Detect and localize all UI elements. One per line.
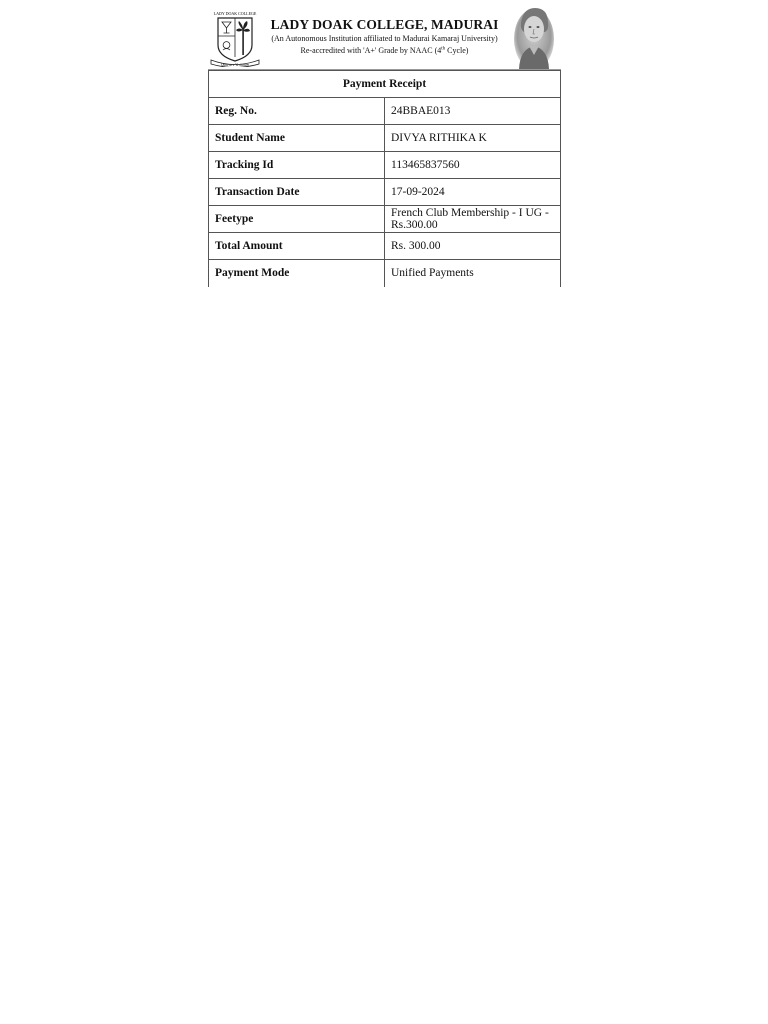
feetype-label: Feetype [209,206,385,233]
receipt-title: Payment Receipt [209,71,561,98]
accreditation-sup: th [441,46,446,52]
feetype-value: French Club Membership - I UG - Rs.300.00 [385,206,561,233]
affiliation-text: (An Autonomous Institution affiliated to Madurai Kamaraj University) [271,34,498,43]
accreditation-prefix: Re-accredited with 'A+' Grade by NAAC (4 [300,46,442,55]
table-row [209,98,561,125]
tracking-id-label: Tracking Id [209,152,385,179]
table-row [209,260,561,287]
transaction-date-value: 17-09-2024 [385,179,561,206]
table-row [209,152,561,179]
payment-receipt-table [208,70,561,287]
payment-mode-label: Payment Mode [209,260,385,287]
receipt-sheet [208,0,561,280]
reg-no-value: 24BBAE013 [385,98,561,125]
reg-no-label: Reg. No. [209,98,385,125]
accreditation-suffix: Cycle) [445,46,469,55]
svg-text:Quaerere Veritatem: Quaerere Veritatem [220,63,250,67]
student-name-label: Student Name [209,125,385,152]
transaction-date-label: Transaction Date [209,179,385,206]
table-row [209,233,561,260]
accreditation-text [258,45,511,57]
founder-portrait [513,5,555,69]
total-amount-value: Rs. 300.00 [385,233,561,260]
table-row [209,179,561,206]
table-row [209,125,561,152]
tracking-id-value: 113465837560 [385,152,561,179]
receipt-title-row [209,71,561,98]
svg-text:LADY DOAK COLLEGE: LADY DOAK COLLEGE [213,11,257,16]
student-name-value: DIVYA RITHIKA K [385,125,561,152]
table-row [209,206,561,233]
college-header [208,0,561,70]
college-titles [258,17,511,57]
total-amount-label: Total Amount [209,233,385,260]
payment-mode-value: Unified Payments [385,260,561,287]
college-name: LADY DOAK COLLEGE, MADURAI [270,17,499,32]
college-crest-icon [209,9,261,67]
